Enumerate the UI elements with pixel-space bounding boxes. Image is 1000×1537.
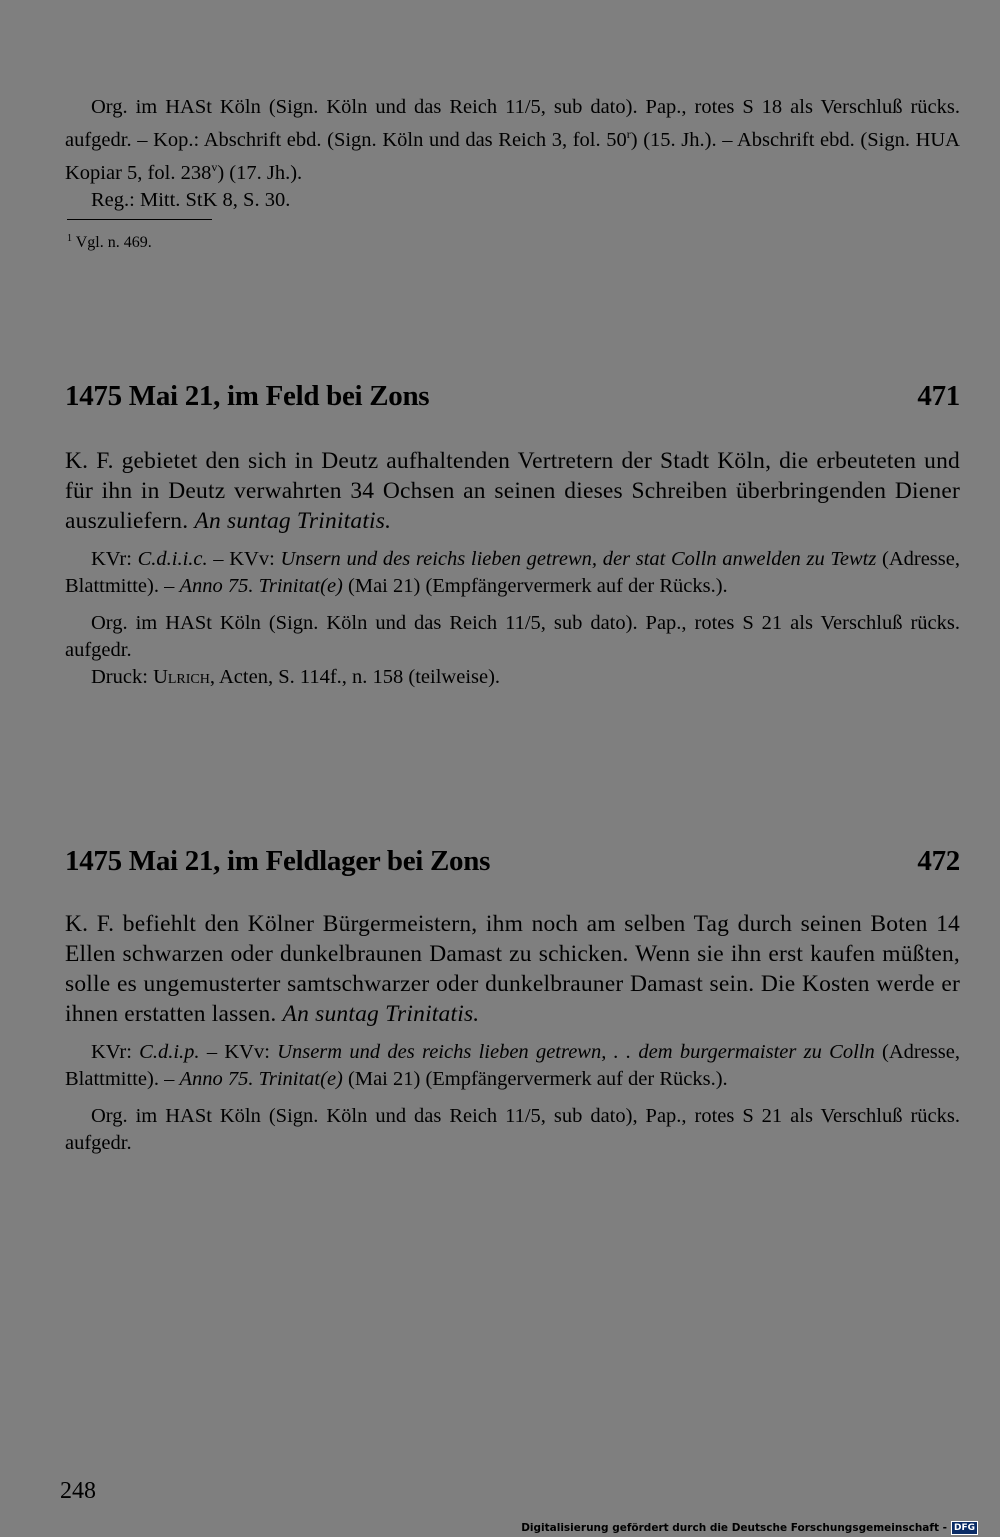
document-heading-471 xyxy=(65,380,960,413)
print-note: Druck: Ulrich, Acten, S. 114f., n. 158 (teilweise). xyxy=(91,666,501,688)
credit-text: Digitalisierung gefördert durch die Deutsche Forschungsgemeinschaft - xyxy=(521,1522,947,1534)
document-472 xyxy=(65,909,960,1157)
kanzleivermerk: KVr: C.d.i.i.c. – KVv: Unsern und des reichs lieben getrewn, der stat Colln anwelden zu Tewtz (Adresse, Blattmitte). – Anno 75. Trinitat(e) (Mai 21) (Empfängervermerk auf der Rücks.). xyxy=(65,548,960,597)
heading-title: 1475 Mai 21, im Feldlager bei Zons xyxy=(65,845,491,877)
source-note: Org. im HASt Köln (Sign. Köln und das Reich 11/5, sub dato). Pap., rotes S 18 als Verschluß rücks. aufgedr. – Kop.: Abschrift ebd. (Sign. Köln und das Reich 3, fol. 50$^r$) (15. Jh.). – Abschrift ebd. (Sign. HUA Kopiar 5, fol. 238$^v$) (17. Jh.). xyxy=(65,96,960,184)
kanzleivermerk: KVr: C.d.i.p. – KVv: Unserm und des reichs lieben getrewn, . . dem burgermaister zu Colln (Adresse, Blattmitte). – Anno 75. Trinitat(e) (Mai 21) (Empfängervermerk auf der Rücks.). xyxy=(65,1041,960,1090)
dfg-logo-icon: DFG xyxy=(951,1521,978,1535)
document-number: 472 xyxy=(917,845,960,877)
footnote-rule xyxy=(67,219,212,220)
footnote: $^1$ Vgl. n. 469. xyxy=(67,233,152,251)
document-number: 471 xyxy=(917,380,960,412)
regest-text: K. F. gebietet den sich in Deutz aufhaltenden Vertretern der Stadt Köln, die erbeuteten und für ihn in Deutz verwahrten 34 Ochsen an seinen dieses Schreiben überbringenden Diener auszuliefern. An suntag Trinitatis. xyxy=(65,448,960,534)
heading-title: 1475 Mai 21, im Feld bei Zons xyxy=(65,380,430,412)
prior-entry-notes xyxy=(65,94,960,214)
digitization-credit xyxy=(521,1521,978,1535)
original-note: Org. im HASt Köln (Sign. Köln und das Reich 11/5, sub dato). Pap., rotes S 21 als Verschluß rücks. aufgedr. xyxy=(65,612,960,661)
page-number: 248 xyxy=(60,1478,96,1504)
document-471 xyxy=(65,446,960,691)
original-note: Org. im HASt Köln (Sign. Köln und das Reich 11/5, sub dato), Pap., rotes S 21 als Verschluß rücks. aufgedr. xyxy=(65,1105,960,1154)
regest-note: Reg.: Mitt. StK 8, S. 30. xyxy=(91,188,291,211)
document-heading-472 xyxy=(65,845,960,878)
regest-text: K. F. befiehlt den Kölner Bürgermeistern, ihm noch am selben Tag durch seinen Boten 14 Ellen schwarzen oder dunkelbraunen Damast zu schicken. Wenn sie ihn erst kaufen müßten, solle es ungemusterter samtschwarzer oder dunkelbrauner Damast sein. Die Kosten werde er ihnen erstatten lassen. An suntag Trinitatis. xyxy=(65,911,960,1027)
